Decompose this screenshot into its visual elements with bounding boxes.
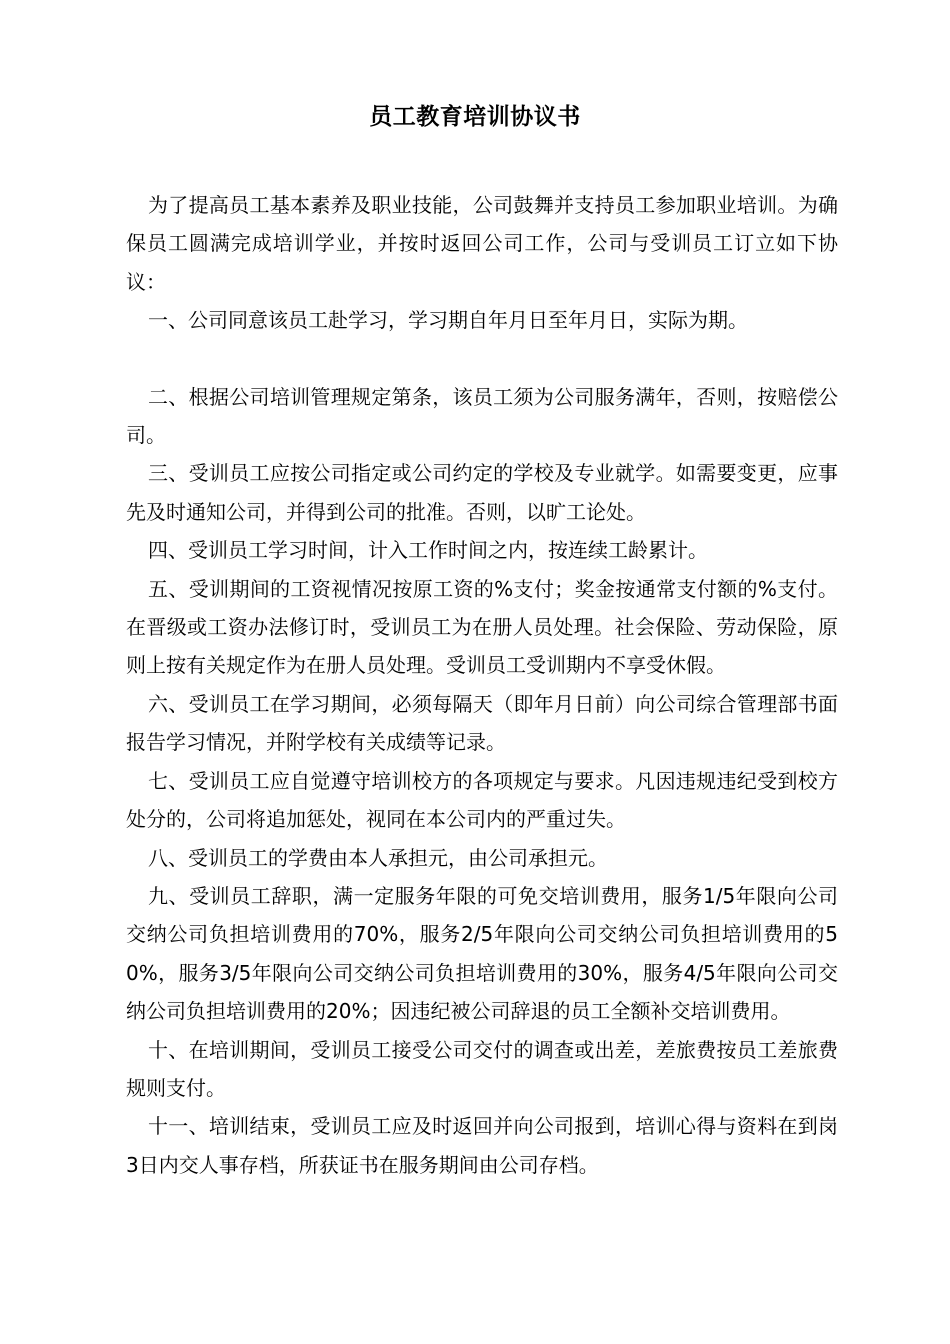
clause-10: 十、在培训期间，受训员工接受公司交付的调查或出差，差旅费按员工差旅费规则支付。 bbox=[126, 1037, 838, 1100]
document-title: 员工教育培训协议书 bbox=[369, 104, 581, 130]
clause-4: 四、受训员工学习时间，计入工作时间之内，按连续工龄累计。 bbox=[148, 538, 708, 563]
clause-3: 三、受训员工应按公司指定或公司约定的学校及专业就学。如需要变更，应事先及时通知公司，并得到公司的批准。否则，以旷工论处。 bbox=[126, 461, 838, 524]
clause-11: 十一、培训结束，受训员工应及时返回并向公司报到，培训心得与资料在到岗3日内交人事存档，所获证书在服务期间由公司存档。 bbox=[126, 1114, 838, 1177]
document-body bbox=[126, 186, 838, 1184]
clause-2: 二、根据公司培训管理规定第条，该员工须为公司服务满年，否则，按赔偿公司。 bbox=[126, 384, 838, 448]
clause-5: 五、受训期间的工资视情况按原工资的%支付；奖金按通常支付额的%支付。在晋级或工资办法修订时，受训员工为在册人员处理。社会保险、劳动保险，原则上按有关规定作为在册人员处理。受训员工受训期内不享受休假。 bbox=[126, 576, 838, 678]
intro-paragraph: 为了提高员工基本素养及职业技能，公司鼓舞并支持员工参加职业培训。为确保员工圆满完成培训学业，并按时返回公司工作，公司与受训员工订立如下协议： bbox=[126, 193, 838, 294]
clause-1: 一、公司同意该员工赴学习，学习期自年月日至年月日，实际为期。 bbox=[148, 308, 748, 333]
clause-9: 九、受训员工辞职，满一定服务年限的可免交培训费用，服务1/5年限向公司交纳公司负担培训费用的70%，服务2/5年限向公司交纳公司负担培训费用的50%，服务3/5年限向公司交纳公司负担培训费用的30%，服务4/5年限向公司交纳公司负担培训费用的20%；因违纪被公司辞退的员工全额补交培训费用。 bbox=[126, 883, 838, 1024]
clause-6: 六、受训员工在学习期间，必须每隔天（即年月日前）向公司综合管理部书面报告学习情况，并附学校有关成绩等记录。 bbox=[126, 691, 838, 755]
clause-7: 七、受训员工应自觉遵守培训校方的各项规定与要求。凡因违规违纪受到校方处分的，公司将追加惩处，视同在本公司内的严重过失。 bbox=[126, 768, 838, 832]
clause-8: 八、受训员工的学费由本人承担元，由公司承担元。 bbox=[148, 845, 608, 870]
